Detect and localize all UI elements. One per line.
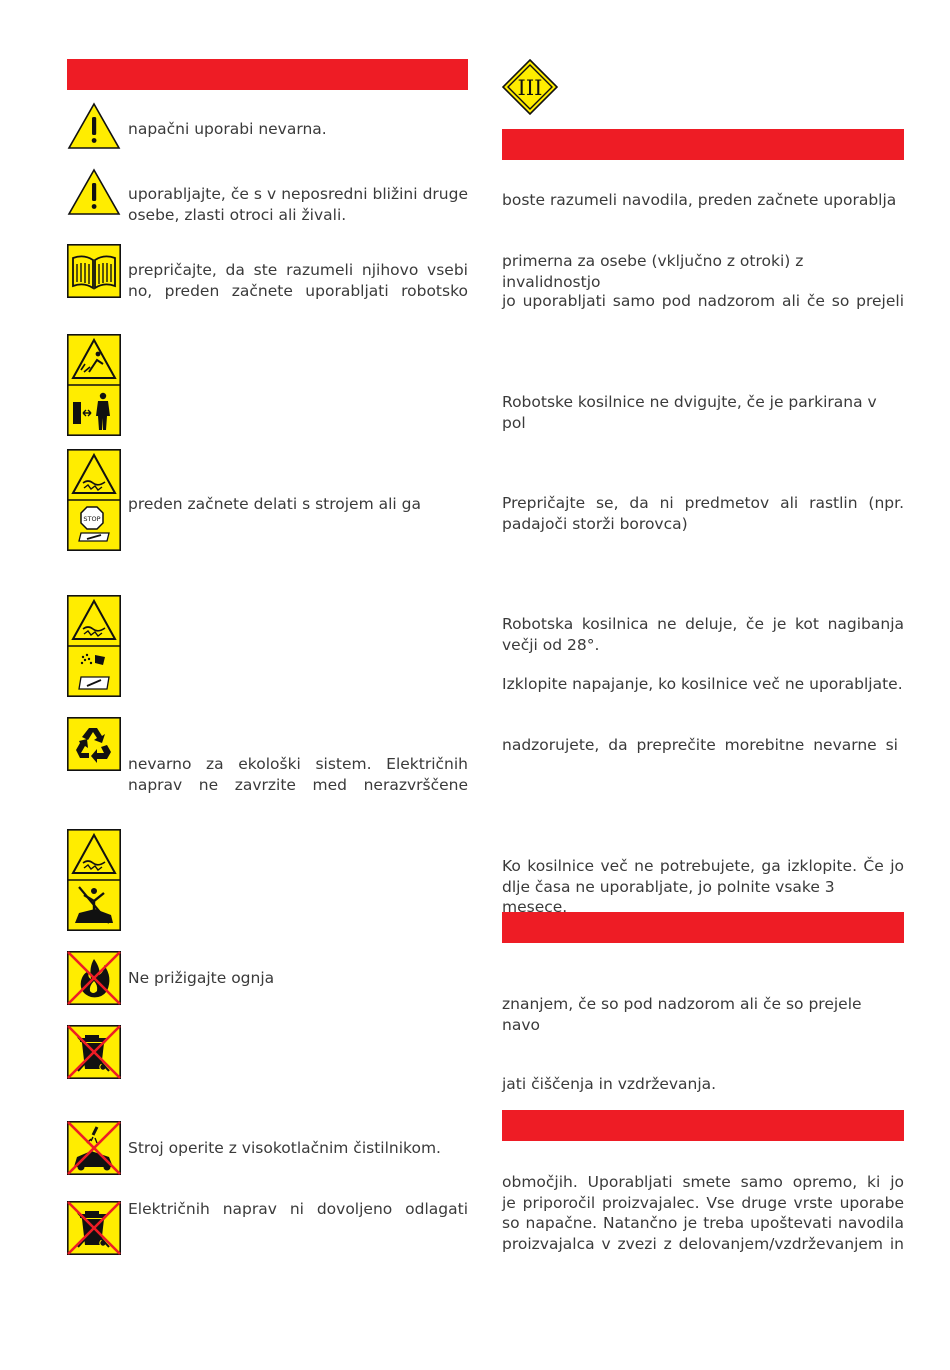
blade-hazard-no-riding-icon [67, 829, 121, 931]
left-item-text: Stroj operite z visokotlačnim čistilnikom. [128, 1139, 441, 1157]
recycle-icon [67, 717, 121, 771]
read-manual-icon [67, 244, 121, 298]
left-item-text: nevarno za ekološki sistem. Električnih naprav ne zavrzite med nerazvrščene [128, 755, 468, 794]
right-paragraph: jati čiščenja in vzdrževanja. [502, 1075, 717, 1093]
class-iii-label: III [517, 76, 543, 100]
right-paragraph: jo uporabljati samo pod nadzorom ali če so prejeli [502, 292, 904, 310]
right-paragraph: Prepričajte se, da ni predmetov ali rastlin (npr. padajoči storži borovca) [502, 494, 904, 533]
left-section-header-bar [67, 59, 468, 90]
right-paragraph: boste razumeli navodila, preden začnete uporablja [502, 191, 897, 209]
right-section-header-bar-3 [502, 1110, 904, 1141]
svg-text:STOP: STOP [83, 515, 101, 523]
blade-hazard-manual-icon [67, 595, 121, 697]
right-paragraph: Robotska kosilnica ne deluje, če je kot nagibanja večji od 28°. [502, 615, 904, 654]
warning-triangle-icon [67, 168, 121, 216]
left-item-text: prepričajte, da ste razumeli njihovo vsebi no, preden začnete uporabljati robotsko [128, 261, 468, 300]
left-item-text: Električnih naprav ni dovoljeno odlagati [128, 1200, 468, 1218]
protection-class-iii-icon [502, 59, 558, 115]
right-paragraph: Izklopite napajanje, ko kosilnice več ne uporabljate. [502, 675, 903, 693]
no-bin-disposal-icon [67, 1201, 121, 1255]
blade-hazard-stop-icon [67, 449, 121, 551]
right-paragraph: znanjem, če so pod nadzorom ali če so prejele navo [502, 995, 862, 1034]
right-paragraph: primerna za osebe (vključno z otroki) z invalidnostjo [502, 252, 804, 291]
right-paragraph: Ko kosilnice več ne potrebujete, ga izklopite. Če jo dlje časa ne uporabljate, jo polnite vsake 3 mesece. [502, 857, 904, 916]
no-fire-icon [67, 951, 121, 1005]
right-section-header-bar-1 [502, 129, 904, 160]
thrown-objects-keep-distance-icon [67, 334, 121, 436]
left-item-text: napačni uporabi nevarna. [128, 120, 327, 138]
left-item-text: uporabljajte, če s v neposredni bližini druge osebe, zlasti otroci ali živali. [128, 185, 468, 224]
no-bin-disposal-icon [67, 1025, 121, 1079]
right-paragraph: območjih. Uporabljati smete samo opremo, ki jo je priporočil proizvajalec. Vse druge vrste uporabe so napačne. Natančno je treba upoštevati navodila proizvajalca v zvezi z delovanjem/vzdrževanjem in [502, 1173, 904, 1253]
left-item-text: preden začnete delati s strojem ali ga [128, 495, 421, 513]
right-paragraph: nadzorujete, da preprečite morebitne nevarne si [502, 736, 898, 754]
no-pressure-washer-icon [67, 1121, 121, 1175]
warning-triangle-icon [67, 102, 121, 150]
right-paragraph: Robotske kosilnice ne dvigujte, če je parkirana v pol [502, 393, 877, 432]
left-item-text: Ne prižigajte ognja [128, 969, 275, 987]
